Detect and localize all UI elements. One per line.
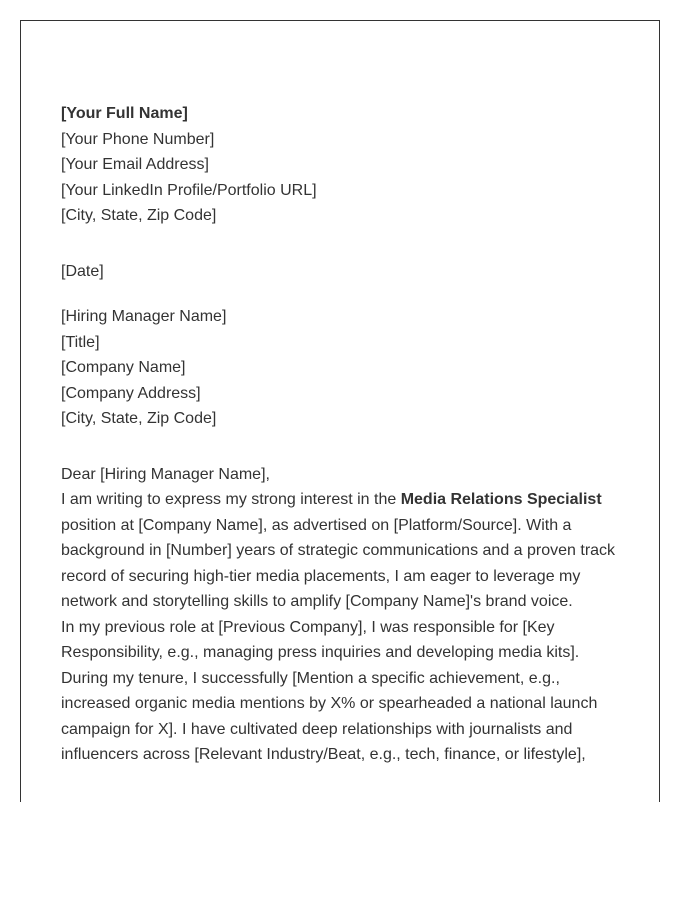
recipient-city-state-zip: [City, State, Zip Code] (61, 410, 217, 427)
recipient-company: [Company Name] (61, 359, 186, 376)
sender-city-state-zip: [City, State, Zip Code] (61, 207, 217, 224)
recipient-block (61, 304, 621, 432)
salutation-block (61, 462, 621, 488)
sender-linkedin: [Your LinkedIn Profile/Portfolio URL] (61, 181, 317, 199)
sender-phone: [Your Phone Number] (61, 130, 215, 148)
paragraph-1-lead: I am writing to express my strong interest in the (61, 491, 401, 508)
salutation: Dear [Hiring Manager Name], (61, 465, 270, 483)
date-block (61, 259, 621, 285)
letter-page (20, 20, 660, 802)
sender-full-name: [Your Full Name] (61, 105, 188, 122)
letter-date: [Date] (61, 262, 104, 280)
body-paragraph-2 (61, 615, 621, 768)
sender-email: [Your Email Address] (61, 156, 209, 173)
paragraph-2-text: In my previous role at [Previous Company], I was responsible for [Key Responsibility, e.g., managing press inquiries and developing media kits]. During my tenure, I successfully [Mention a specific achievement, e.g., increased organic media mentions by X% or spearheaded a national launch campaign for X]. I have cultivated deep relationships with journalists and influencers across [Relevant Industry/Beat, e.g., tech, finance, or lifestyle], (61, 618, 598, 763)
letter-content (61, 101, 621, 768)
recipient-address: [Company Address] (61, 384, 201, 402)
paragraph-1-rest: position at [Company Name], as advertised on [Platform/Source]. With a background in [Number] years of strategic communications and a proven track record of securing high-tier media placements, I am eager to leverage my network and storytelling skills to amplify [Company Name]'s brand voice. (61, 516, 616, 610)
recipient-name: [Hiring Manager Name] (61, 308, 227, 325)
body-paragraph-1 (61, 487, 621, 615)
sender-block (61, 101, 621, 229)
position-title: Media Relations Specialist (400, 491, 602, 508)
recipient-title: [Title] (61, 333, 100, 351)
